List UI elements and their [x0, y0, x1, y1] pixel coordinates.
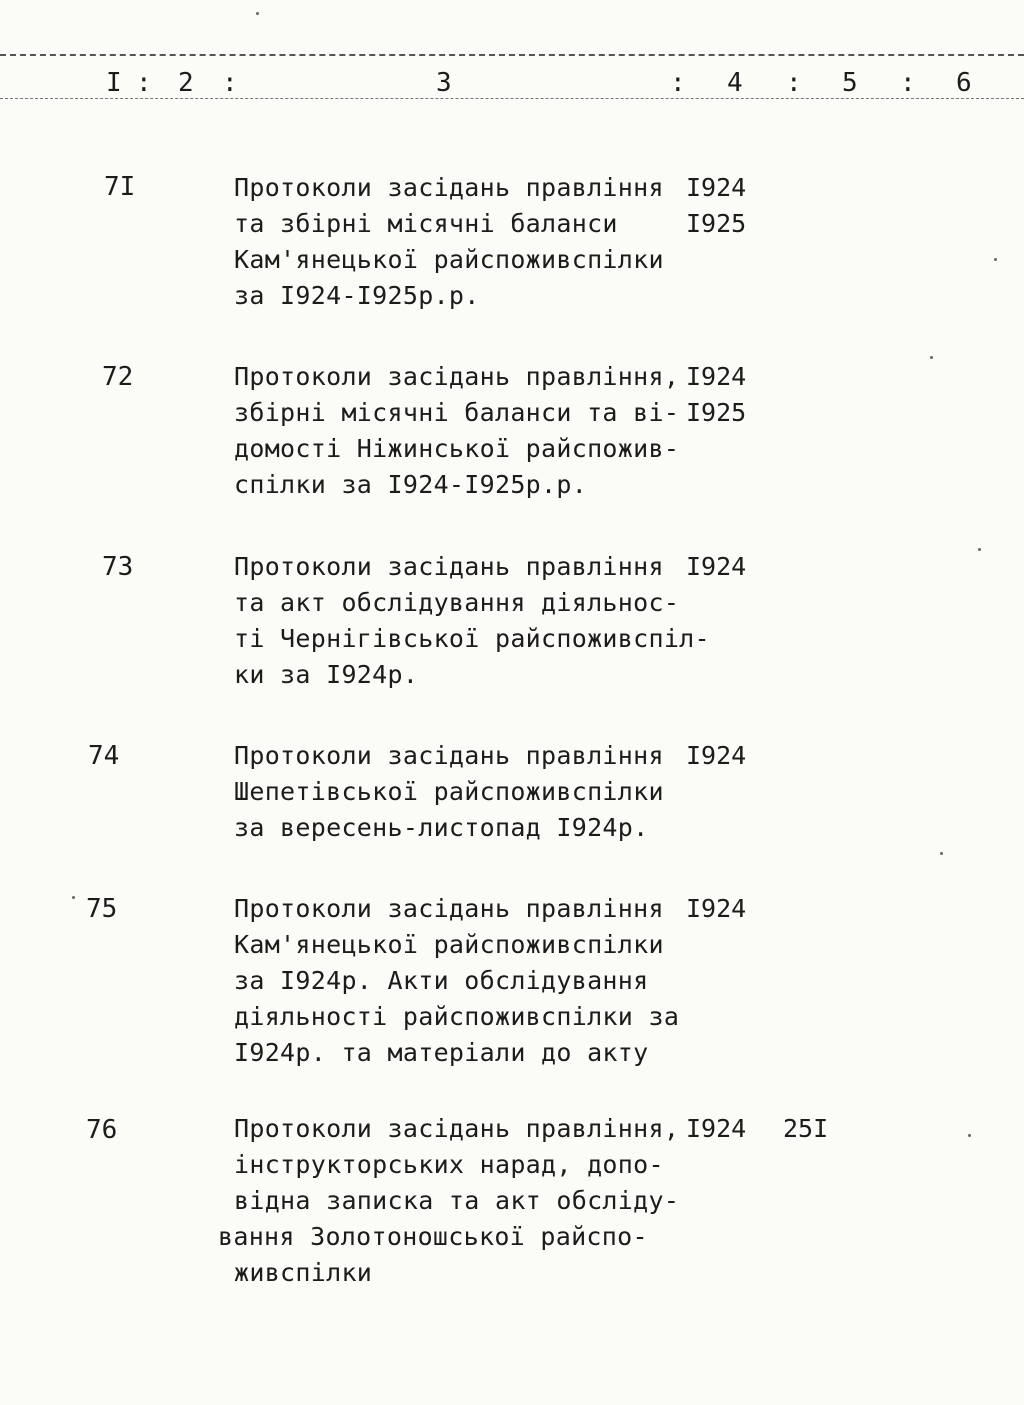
row-description — [234, 891, 704, 1071]
sheet-count: 25I — [783, 1114, 829, 1143]
scan-speck — [940, 852, 943, 855]
description-line: діяльності райспоживспілки за — [234, 1002, 680, 1031]
description-line: за I924-I925р.р. — [234, 281, 480, 310]
header-sep: : — [136, 68, 152, 98]
row-description — [234, 549, 710, 693]
description-line: Протоколи засідань правління, — [234, 362, 680, 391]
row-years — [686, 359, 746, 431]
header-underline — [0, 98, 1024, 99]
description-line: Кам'янецької райспоживспілки — [234, 245, 664, 274]
description-line: вання Золотоношської райспо- — [218, 1222, 648, 1251]
row-number: 76 — [86, 1115, 118, 1145]
top-rule — [0, 54, 1024, 56]
description-line: I924р. та матеріали до акту — [234, 1038, 649, 1067]
header-col-1: I — [106, 68, 122, 98]
header-col-2: 2 — [178, 68, 194, 98]
scan-speck — [968, 1134, 971, 1137]
description-line: домості Ніжинської райспожив- — [234, 434, 680, 463]
description-line: та акт обслідування діяльнос- — [234, 588, 680, 617]
description-line: збірні місячні баланси та ві- — [234, 398, 680, 427]
scan-speck — [72, 896, 75, 899]
row-description — [234, 359, 704, 503]
year-value: I924 — [686, 362, 747, 391]
description-line: ті Чернігівської райспоживспіл- — [234, 624, 710, 653]
row-years — [686, 1111, 746, 1147]
year-value: I924 — [686, 894, 747, 923]
row-years — [686, 549, 746, 585]
row-number: 7I — [104, 172, 136, 202]
header-sep: : — [900, 68, 916, 98]
description-line: відна записка та акт обсліду- — [234, 1186, 680, 1215]
year-value: I924 — [686, 173, 747, 202]
year-value: I925 — [686, 398, 747, 427]
header-sep: : — [222, 68, 238, 98]
description-line: інструкторських нарад, допо- — [234, 1150, 664, 1179]
header-col-4: 4 — [727, 68, 743, 98]
description-line: Протоколи засідань правління — [234, 552, 664, 581]
row-description — [234, 738, 704, 846]
scan-speck — [994, 258, 997, 261]
description-line: Шепетівської райспоживспілки — [234, 777, 664, 806]
description-line: Протоколи засідань правління — [234, 894, 664, 923]
header-col-5: 5 — [842, 68, 858, 98]
description-line: Протоколи засідань правління — [234, 741, 664, 770]
row-description — [234, 170, 704, 314]
row-number: 72 — [102, 362, 134, 392]
scan-speck — [978, 548, 981, 551]
description-line: Протоколи засідань правління — [234, 173, 664, 202]
description-line: ки за I924р. — [234, 660, 419, 689]
year-value: I925 — [686, 209, 747, 238]
row-years — [686, 738, 746, 774]
row-years — [686, 170, 746, 242]
header-sep: : — [670, 68, 686, 98]
header-col-3: 3 — [436, 68, 452, 98]
year-value: I924 — [686, 1114, 747, 1143]
year-value: I924 — [686, 741, 747, 770]
row-number: 73 — [102, 552, 134, 582]
header-col-6: 6 — [956, 68, 972, 98]
row-description — [218, 1111, 704, 1291]
row-number: 75 — [86, 894, 118, 924]
description-line: спілки за I924-I925р.р. — [234, 470, 588, 499]
year-value: I924 — [686, 552, 747, 581]
description-line: за вересень-листопад I924р. — [234, 813, 649, 842]
description-line: Протоколи засідань правління, — [234, 1114, 680, 1143]
description-line: та збірні місячні баланси — [234, 209, 618, 238]
scan-speck — [930, 356, 933, 359]
description-line: Кам'янецької райспоживспілки — [234, 930, 664, 959]
description-line: за I924р. Акти обслідування — [234, 966, 649, 995]
header-sep: : — [786, 68, 802, 98]
row-number: 74 — [88, 741, 120, 771]
scan-speck — [256, 12, 259, 15]
row-years — [686, 891, 746, 927]
description-line: живспілки — [234, 1258, 373, 1287]
